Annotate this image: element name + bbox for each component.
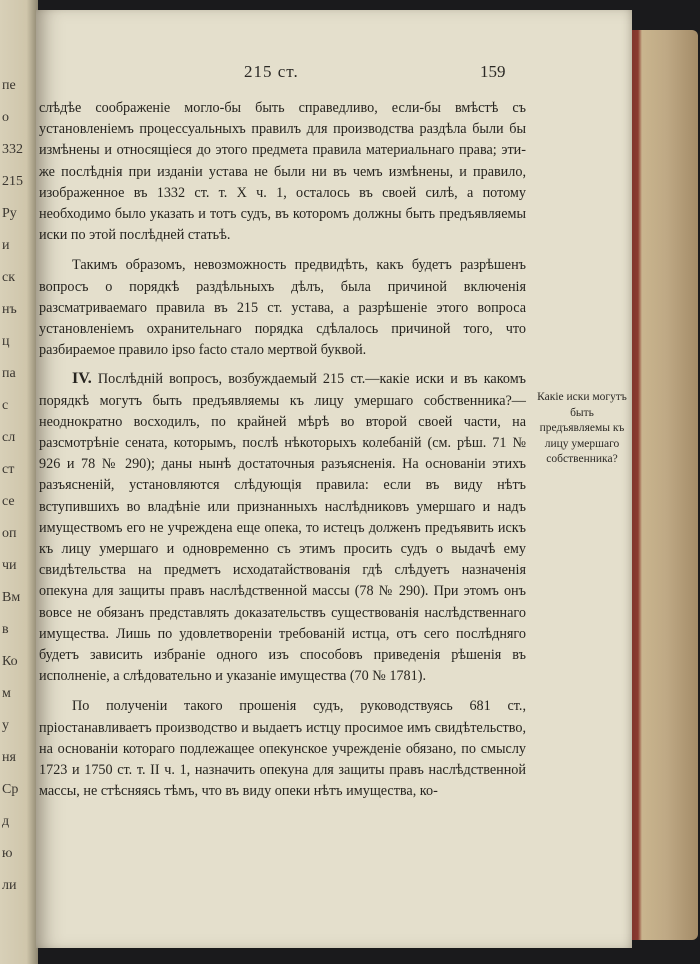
section-text: Послѣдній вопросъ, возбуждаемый 215 ст.—какіе иски и въ какомъ порядкѣ могутъ быть предъявляемы къ лицу умершаго собственника?—неоднократно восходилъ, по крайней мѣрѣ во второй своей части, на разсмотрѣніе сената, которымъ, послѣ нѣкоторыхъ колебаній (см. рѣш. 71 № 926 и 78 № 290); даны нынѣ достаточныя разъясненія. На основаніи этихъ разъясненій, установляются слѣдующія правила: если въ виду нѣтъ вступившихъ во владѣніе или признанныхъ наслѣдниковъ умершаго и надъ имуществомъ его не учреждена еще опека, то истецъ долженъ предъявить искъ къ лицу умершаго и одновременно съ этимъ просить судъ о выдачѣ ему свидѣтельства на предметъ исходатайствованія гдѣ слѣдуетъ назначенія опекуна для защиты правъ наслѣдственной массы (78 № 290). При этомъ онъ вовсе не обязанъ представлять доказательствъ существованія наслѣдственнаго имущества. Лишь по удовлетвореніи требованій истца, отъ сего послѣдняго будетъ зависить избраніе одного изъ способовъ приведенія рѣшенія въ исполненіе, а слѣдовательно и указаніе имущества (70 № 1781). <box>39 371 527 685</box>
left-page-fragment: Вм <box>2 590 21 605</box>
page-body <box>39 98 526 803</box>
paragraph-continuation: слѣдѣе соображеніе могло-бы быть справедливо, если-бы вмѣстѣ съ установленіемъ процессуальныхъ правилъ для производства раздѣла были бы измѣнены и относящіеся до этого предмета правила материальнаго права; эти-же послѣднія при изданіи устава не были ни въ чемъ измѣнены, и правило, изображенное въ 1332 ст. т. X ч. 1, осталось въ своей силѣ, а потому необходимо было указать и тотъ судъ, въ которомъ должны быть предъявляемы иски по этой послѣдней статьѣ. <box>39 100 526 244</box>
left-page-fragment: ю <box>2 846 13 861</box>
left-page-fragment: д <box>2 814 10 829</box>
left-page-fragment: сл <box>2 430 16 445</box>
left-page-fragment: ня <box>2 750 16 765</box>
left-page-fragment: с <box>2 398 9 413</box>
margin-note: Какіе иски могутъ быть предъявляемы къ лицу умершаго собственника? <box>537 391 627 465</box>
paragraph: По полученіи такого прошенія судъ, руководствуясь 681 ст., пріостанавливаетъ производство и выдаетъ истцу просимое имъ свидѣтельство, на основаніи котораго подлежащее опекунское учрежденіе обязано, по смыслу 1723 и 1750 ст. т. II ч. 1, назначить опекуна для защиты правъ наслѣдственной массы, не стѣсняясь тѣмъ, что въ виду опеки нѣтъ имущества, ко- <box>39 698 526 800</box>
left-page-fragment: у <box>2 718 9 733</box>
left-page-fragment: па <box>2 366 16 381</box>
left-page-fragment: о <box>2 110 9 125</box>
left-page-fragment: 332 <box>2 142 23 157</box>
left-page-fragment: ст <box>2 462 15 477</box>
left-page-fragment: пе <box>2 78 16 93</box>
left-page-fragment: м <box>2 686 11 701</box>
left-page-fragment: в <box>2 622 9 637</box>
page-number: 159 <box>480 62 506 81</box>
left-page-fragment: и <box>2 238 10 253</box>
left-page-fragment: ц <box>2 334 10 349</box>
left-page-fragment: се <box>2 494 15 509</box>
left-page-edge <box>0 0 38 964</box>
left-page-fragment: ли <box>2 878 17 893</box>
left-page-fragment: нъ <box>2 302 17 317</box>
left-page-fragment: Ср <box>2 782 19 797</box>
left-page-fragment: Ру <box>2 206 17 221</box>
left-page-fragment: оп <box>2 526 17 541</box>
section-paragraph <box>39 368 526 687</box>
left-page-fragment: чи <box>2 558 17 573</box>
left-page-fragment: Ко <box>2 654 18 669</box>
left-page-fragment: ск <box>2 270 16 285</box>
running-title: 215 ст. <box>244 62 299 81</box>
left-page-fragment: 215 <box>2 174 23 189</box>
book-page <box>36 10 632 948</box>
page-header <box>36 62 632 86</box>
section-number: IV. <box>72 370 92 388</box>
paragraph: Такимъ образомъ, невозможность предвидѣть, какъ будетъ разрѣшенъ вопросъ о порядкѣ раздѣльныхъ дѣлъ, была причиной включенія разсматриваемаго правила въ 215 ст. устава, а разрѣшеніе этого вопроса установленіемъ охранительнаго порядка сдѣлалось причиной того, что разбираемое правило ipso facto стало мертвой буквой. <box>39 257 526 359</box>
